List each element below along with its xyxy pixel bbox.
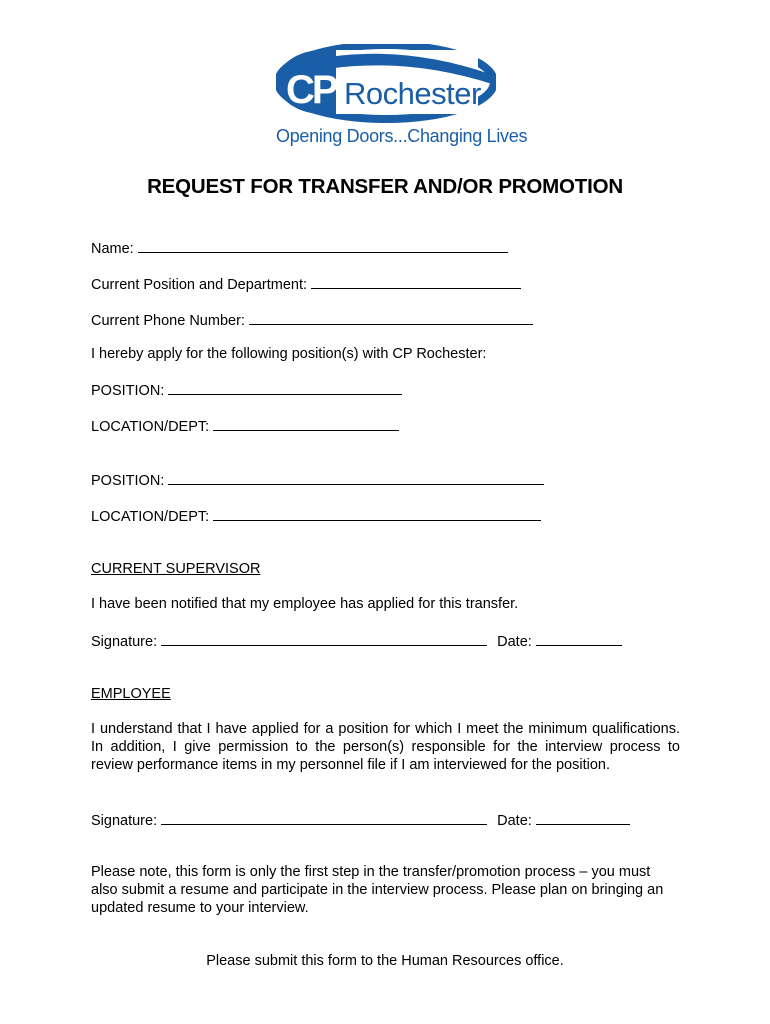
employee-statement: I understand that I have applied for a position for which I meet the minimum qualifications. In addition, I give permission to the person(s) responsible for the interview process to review performance items in my personnel file if I am interviewed for the position.: [91, 721, 680, 773]
supervisor-signature-field[interactable]: [161, 631, 487, 646]
employee-signature-field[interactable]: [161, 810, 487, 825]
current-phone-field[interactable]: [249, 310, 533, 325]
current-position-field[interactable]: [311, 274, 521, 289]
logo-cp-text: CP: [286, 68, 336, 112]
employee-signature-label: Signature:: [91, 813, 158, 829]
supervisor-signature-row: [91, 631, 622, 651]
page-title: REQUEST FOR TRANSFER AND/OR PROMOTION: [147, 175, 623, 198]
supervisor-date-label: Date:: [497, 634, 532, 650]
logo-rochester-text: Rochester: [344, 76, 481, 111]
cp-rochester-logo: [276, 44, 528, 152]
submit-instruction: Please submit this form to the Human Resources office.: [206, 953, 564, 969]
location1-row: [91, 416, 399, 436]
current-position-row: [91, 274, 521, 294]
location2-label: LOCATION/DEPT:: [91, 509, 210, 525]
position1-row: [91, 380, 402, 400]
employee-date-label: Date:: [497, 813, 532, 829]
position2-label: POSITION:: [91, 473, 165, 489]
location2-row: [91, 506, 541, 526]
name-field[interactable]: [138, 238, 508, 253]
position2-row: [91, 470, 544, 490]
process-note: Please note, this form is only the first step in the transfer/promotion process – you must also submit a resume and participate in the interview process. Please plan on bringing an updated resume to your interview.: [91, 864, 664, 916]
supervisor-date-field[interactable]: [536, 631, 622, 646]
logo-mark-icon: [276, 44, 496, 128]
name-row: [91, 238, 508, 258]
employee-heading: EMPLOYEE: [91, 686, 171, 702]
position1-field[interactable]: [168, 380, 402, 395]
position2-field[interactable]: [168, 470, 544, 485]
current-phone-label: Current Phone Number:: [91, 313, 245, 329]
name-label: Name:: [91, 241, 134, 257]
logo-tagline: Opening Doors...Changing Lives: [276, 126, 528, 146]
supervisor-signature-label: Signature:: [91, 634, 158, 650]
current-phone-row: [91, 310, 533, 330]
employee-date-field[interactable]: [536, 810, 630, 825]
location1-field[interactable]: [213, 416, 399, 431]
employee-signature-row: [91, 810, 630, 830]
supervisor-heading: CURRENT SUPERVISOR: [91, 561, 261, 577]
current-position-label: Current Position and Department:: [91, 277, 307, 293]
apply-statement: I hereby apply for the following position(s) with CP Rochester:: [91, 346, 487, 362]
location2-field[interactable]: [213, 506, 541, 521]
location1-label: LOCATION/DEPT:: [91, 419, 210, 435]
position1-label: POSITION:: [91, 383, 165, 399]
supervisor-statement: I have been notified that my employee has applied for this transfer.: [91, 596, 519, 612]
